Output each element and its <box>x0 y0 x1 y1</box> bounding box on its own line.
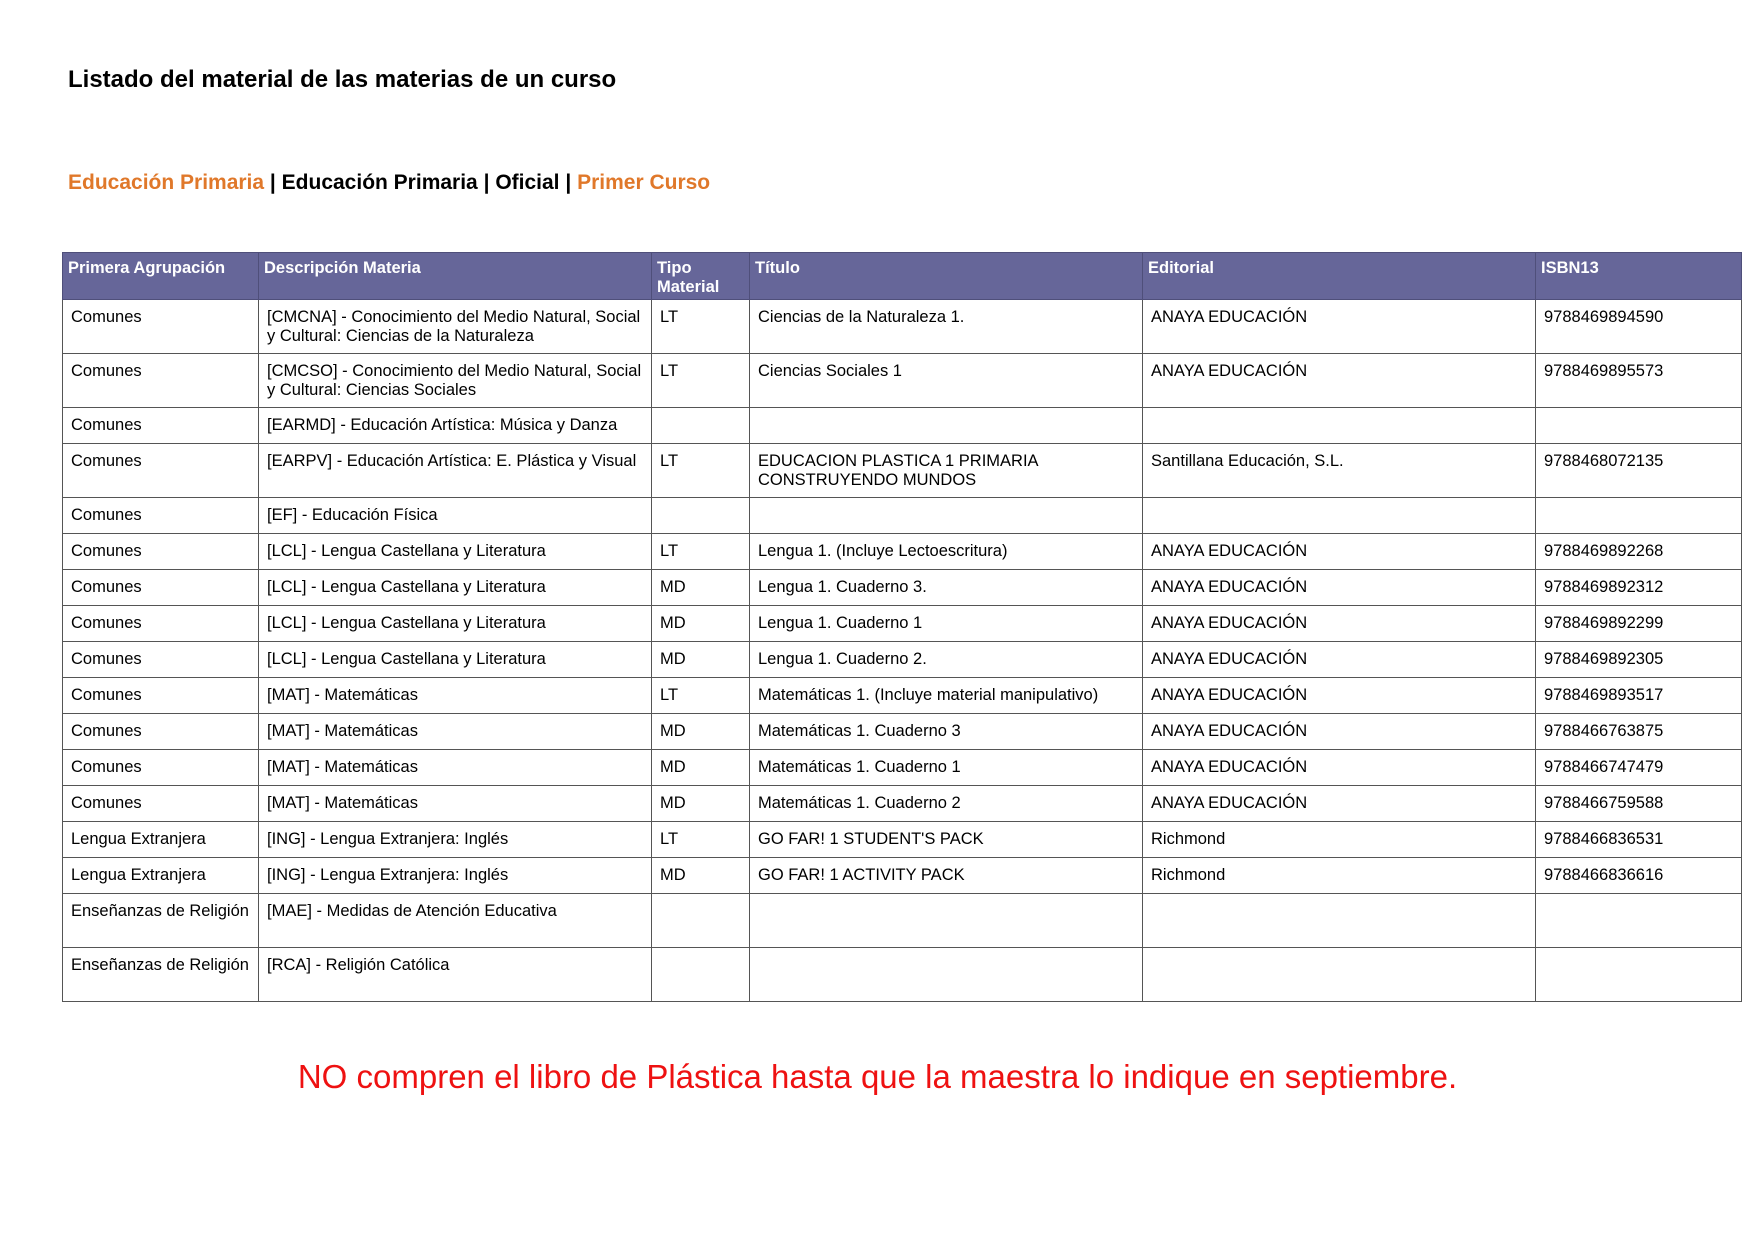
cell-publisher: ANAYA EDUCACIÓN <box>1143 678 1536 714</box>
cell-subject: [MAT] - Matemáticas <box>259 714 652 750</box>
cell-material-type: LT <box>652 354 750 408</box>
cell-isbn: 9788469895573 <box>1536 354 1742 408</box>
cell-publisher: Richmond <box>1143 822 1536 858</box>
cell-title: EDUCACION PLASTICA 1 PRIMARIA CONSTRUYENDO MUNDOS <box>750 444 1143 498</box>
cell-subject: [MAE] - Medidas de Atención Educativa <box>259 894 652 948</box>
cell-title: Ciencias Sociales 1 <box>750 354 1143 408</box>
cell-group: Lengua Extranjera <box>63 822 259 858</box>
table-row <box>63 642 1742 678</box>
cell-isbn: 9788469893517 <box>1536 678 1742 714</box>
cell-publisher <box>1143 408 1536 444</box>
cell-group: Comunes <box>63 714 259 750</box>
cell-material-type <box>652 408 750 444</box>
cell-isbn: 9788466836531 <box>1536 822 1742 858</box>
cell-group: Comunes <box>63 408 259 444</box>
cell-isbn <box>1536 948 1742 1002</box>
table-row <box>63 570 1742 606</box>
cell-material-type <box>652 498 750 534</box>
cell-title: GO FAR! 1 ACTIVITY PACK <box>750 858 1143 894</box>
cell-material-type: MD <box>652 714 750 750</box>
cell-subject: [LCL] - Lengua Castellana y Literatura <box>259 642 652 678</box>
column-header-subject: Descripción Materia <box>259 253 652 300</box>
table-row <box>63 606 1742 642</box>
breadcrumb <box>68 171 710 195</box>
column-header-material-type: Tipo Material <box>652 253 750 300</box>
cell-isbn: 9788469892299 <box>1536 606 1742 642</box>
cell-material-type <box>652 894 750 948</box>
breadcrumb-separator: | <box>269 171 276 194</box>
table-row <box>63 750 1742 786</box>
cell-group: Comunes <box>63 606 259 642</box>
breadcrumb-separator: | <box>565 171 572 194</box>
material-table <box>62 252 1742 1002</box>
cell-group: Comunes <box>63 498 259 534</box>
cell-subject: [MAT] - Matemáticas <box>259 786 652 822</box>
cell-title <box>750 894 1143 948</box>
column-header-publisher: Editorial <box>1143 253 1536 300</box>
cell-subject: [MAT] - Matemáticas <box>259 750 652 786</box>
cell-material-type: LT <box>652 534 750 570</box>
cell-subject: [LCL] - Lengua Castellana y Literatura <box>259 606 652 642</box>
table-row <box>63 408 1742 444</box>
cell-publisher: ANAYA EDUCACIÓN <box>1143 300 1536 354</box>
cell-subject: [EARPV] - Educación Artística: E. Plástica y Visual <box>259 444 652 498</box>
cell-title: GO FAR! 1 STUDENT'S PACK <box>750 822 1143 858</box>
cell-publisher: Santillana Educación, S.L. <box>1143 444 1536 498</box>
cell-isbn: 9788469892305 <box>1536 642 1742 678</box>
cell-title: Matemáticas 1. Cuaderno 3 <box>750 714 1143 750</box>
cell-isbn: 9788466763875 <box>1536 714 1742 750</box>
cell-isbn: 9788466747479 <box>1536 750 1742 786</box>
table-row <box>63 822 1742 858</box>
table-header-row <box>63 253 1742 300</box>
cell-group: Comunes <box>63 300 259 354</box>
table-row <box>63 444 1742 498</box>
breadcrumb-program: Educación Primaria <box>281 171 478 194</box>
cell-publisher: ANAYA EDUCACIÓN <box>1143 570 1536 606</box>
cell-title <box>750 408 1143 444</box>
cell-material-type: MD <box>652 606 750 642</box>
cell-isbn <box>1536 498 1742 534</box>
cell-group: Comunes <box>63 750 259 786</box>
breadcrumb-separator: | <box>483 171 490 194</box>
table-row <box>63 714 1742 750</box>
cell-group: Comunes <box>63 570 259 606</box>
table-row <box>63 786 1742 822</box>
cell-group: Comunes <box>63 786 259 822</box>
cell-publisher <box>1143 948 1536 1002</box>
cell-title: Matemáticas 1. (Incluye material manipulativo) <box>750 678 1143 714</box>
cell-title: Matemáticas 1. Cuaderno 1 <box>750 750 1143 786</box>
cell-group: Comunes <box>63 678 259 714</box>
cell-group: Comunes <box>63 444 259 498</box>
cell-publisher: ANAYA EDUCACIÓN <box>1143 750 1536 786</box>
cell-material-type: LT <box>652 822 750 858</box>
cell-isbn: 9788466759588 <box>1536 786 1742 822</box>
column-header-group: Primera Agrupación <box>63 253 259 300</box>
column-header-title: Título <box>750 253 1143 300</box>
cell-publisher: ANAYA EDUCACIÓN <box>1143 354 1536 408</box>
cell-group: Enseñanzas de Religión <box>63 948 259 1002</box>
table-row <box>63 498 1742 534</box>
cell-title <box>750 948 1143 1002</box>
cell-subject: [LCL] - Lengua Castellana y Literatura <box>259 570 652 606</box>
cell-isbn: 9788468072135 <box>1536 444 1742 498</box>
cell-isbn: 9788469892268 <box>1536 534 1742 570</box>
cell-title: Matemáticas 1. Cuaderno 2 <box>750 786 1143 822</box>
cell-title: Lengua 1. Cuaderno 2. <box>750 642 1143 678</box>
table-row <box>63 894 1742 948</box>
cell-isbn <box>1536 408 1742 444</box>
cell-material-type: MD <box>652 750 750 786</box>
breadcrumb-type: Oficial <box>495 171 560 194</box>
cell-subject: [EF] - Educación Física <box>259 498 652 534</box>
cell-publisher <box>1143 894 1536 948</box>
cell-subject: [ING] - Lengua Extranjera: Inglés <box>259 858 652 894</box>
cell-title: Lengua 1. Cuaderno 1 <box>750 606 1143 642</box>
warning-note: NO compren el libro de Plástica hasta que la maestra lo indique en septiembre. <box>297 1058 1458 1095</box>
table-row <box>63 300 1742 354</box>
cell-material-type: LT <box>652 300 750 354</box>
cell-publisher <box>1143 498 1536 534</box>
cell-isbn: 9788469894590 <box>1536 300 1742 354</box>
cell-publisher: ANAYA EDUCACIÓN <box>1143 786 1536 822</box>
cell-subject: [MAT] - Matemáticas <box>259 678 652 714</box>
table-row <box>63 858 1742 894</box>
cell-material-type <box>652 948 750 1002</box>
breadcrumb-course: Primer Curso <box>577 171 711 194</box>
cell-subject: [CMCNA] - Conocimiento del Medio Natural, Social y Cultural: Ciencias de la Naturaleza <box>259 300 652 354</box>
table-row <box>63 354 1742 408</box>
cell-publisher: ANAYA EDUCACIÓN <box>1143 606 1536 642</box>
cell-material-type: MD <box>652 642 750 678</box>
cell-title <box>750 498 1143 534</box>
cell-publisher: ANAYA EDUCACIÓN <box>1143 642 1536 678</box>
cell-material-type: MD <box>652 786 750 822</box>
table-row <box>63 678 1742 714</box>
table-row <box>63 948 1742 1002</box>
column-header-isbn: ISBN13 <box>1536 253 1742 300</box>
cell-subject: [LCL] - Lengua Castellana y Literatura <box>259 534 652 570</box>
cell-publisher: Richmond <box>1143 858 1536 894</box>
cell-material-type: MD <box>652 570 750 606</box>
cell-subject: [RCA] - Religión Católica <box>259 948 652 1002</box>
table-row <box>63 534 1742 570</box>
cell-group: Enseñanzas de Religión <box>63 894 259 948</box>
cell-group: Comunes <box>63 642 259 678</box>
cell-isbn <box>1536 894 1742 948</box>
cell-group: Comunes <box>63 354 259 408</box>
cell-title: Ciencias de la Naturaleza 1. <box>750 300 1143 354</box>
cell-isbn: 9788466836616 <box>1536 858 1742 894</box>
cell-subject: [EARMD] - Educación Artística: Música y Danza <box>259 408 652 444</box>
cell-group: Lengua Extranjera <box>63 858 259 894</box>
page-title: Listado del material de las materias de un curso <box>68 66 617 93</box>
cell-publisher: ANAYA EDUCACIÓN <box>1143 534 1536 570</box>
cell-subject: [ING] - Lengua Extranjera: Inglés <box>259 822 652 858</box>
cell-material-type: LT <box>652 444 750 498</box>
cell-publisher: ANAYA EDUCACIÓN <box>1143 714 1536 750</box>
cell-title: Lengua 1. Cuaderno 3. <box>750 570 1143 606</box>
cell-subject: [CMCSO] - Conocimiento del Medio Natural, Social y Cultural: Ciencias Sociales <box>259 354 652 408</box>
cell-material-type: LT <box>652 678 750 714</box>
cell-title: Lengua 1. (Incluye Lectoescritura) <box>750 534 1143 570</box>
breadcrumb-stage: Educación Primaria <box>68 171 265 194</box>
cell-material-type: MD <box>652 858 750 894</box>
cell-isbn: 9788469892312 <box>1536 570 1742 606</box>
cell-group: Comunes <box>63 534 259 570</box>
